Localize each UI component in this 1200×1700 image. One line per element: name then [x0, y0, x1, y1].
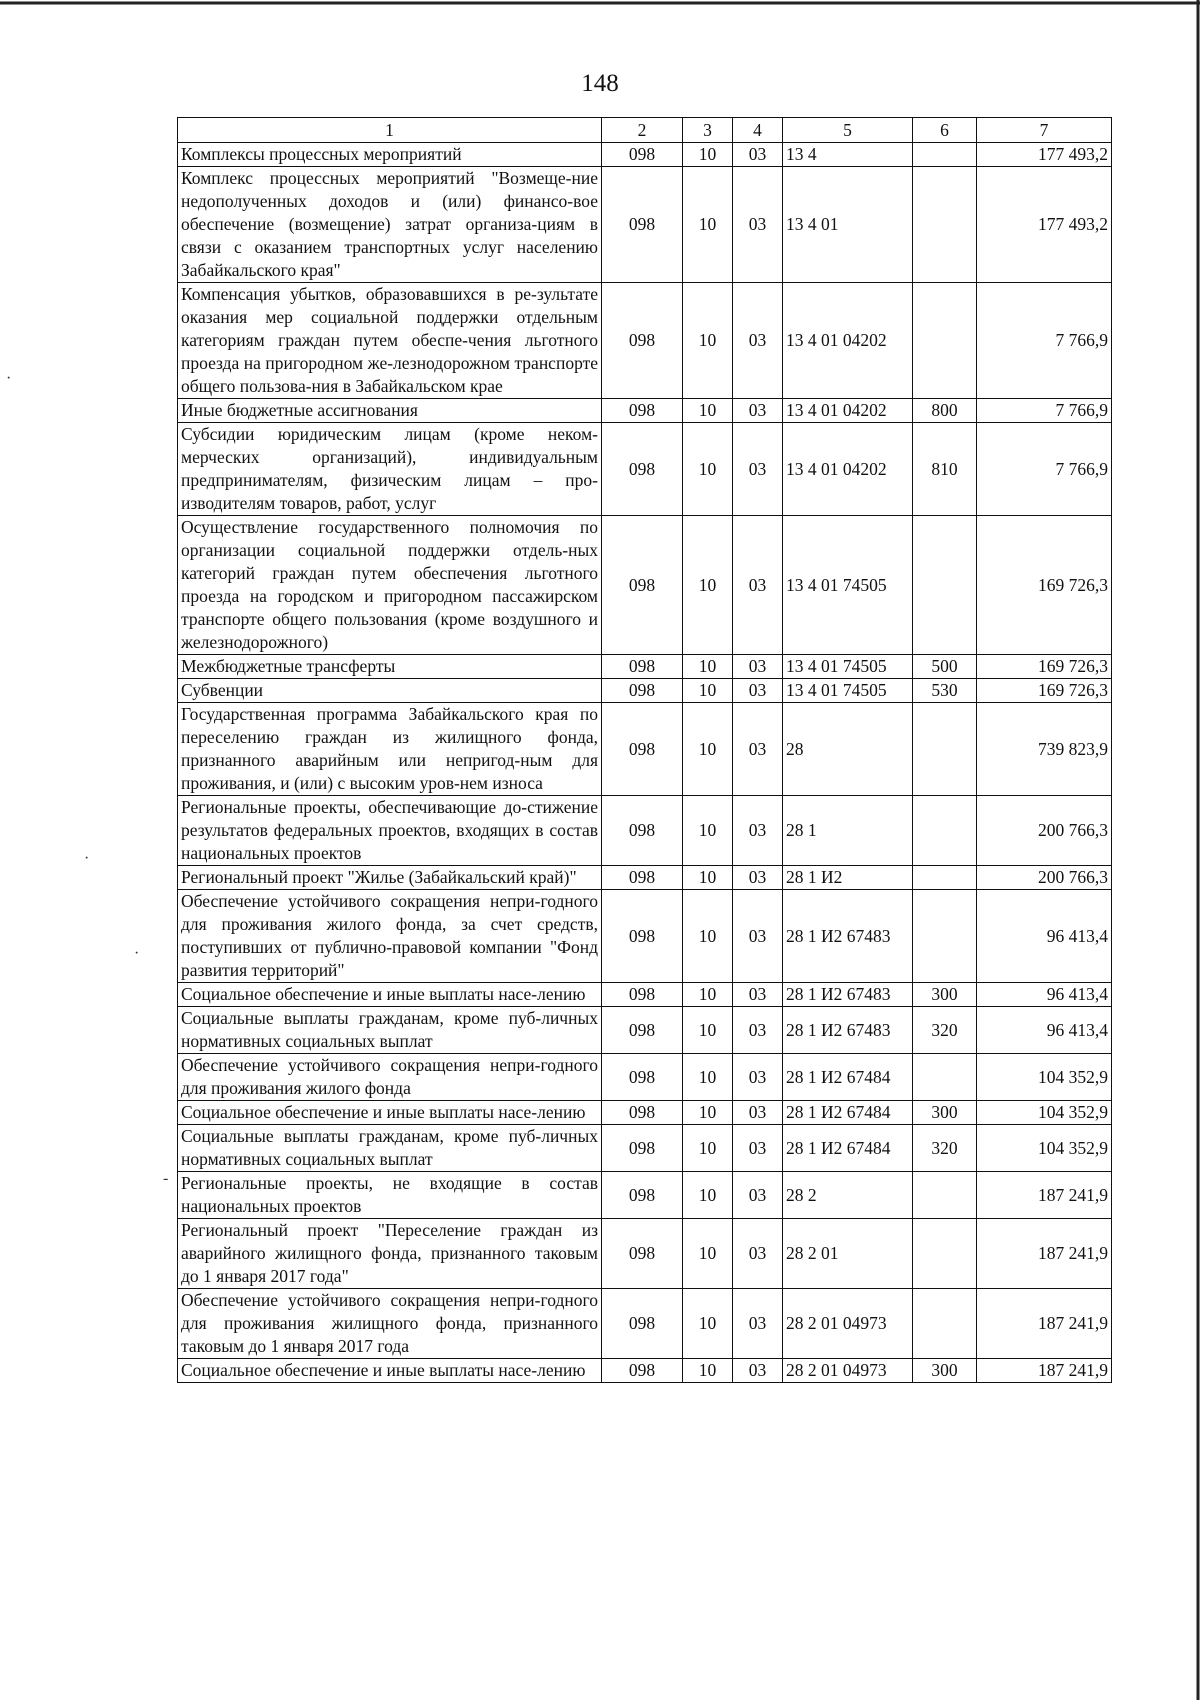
row-name-cell: Субвенции — [178, 679, 602, 703]
row-section-cell: 10 — [683, 423, 733, 516]
table-row — [178, 1007, 1112, 1054]
row-name-cell: Государственная программа Забайкальского края по переселению граждан из жилищного фонда, признанного аварийным или непригод-ным для проживания, и (или) с высоким уров-нем износа — [178, 703, 602, 796]
row-expense-type-cell: 320 — [913, 1007, 977, 1054]
table-row — [178, 796, 1112, 866]
row-expense-type-cell — [913, 1289, 977, 1359]
row-subsection-cell: 03 — [733, 516, 783, 655]
row-section-cell: 10 — [683, 1289, 733, 1359]
row-amount-cell: 96 413,4 — [977, 983, 1112, 1007]
row-expense-type-cell — [913, 866, 977, 890]
table-row — [178, 1359, 1112, 1383]
row-section-cell: 10 — [683, 1101, 733, 1125]
row-section-cell: 10 — [683, 1172, 733, 1219]
row-section-cell: 10 — [683, 983, 733, 1007]
column-header: 1 — [178, 118, 602, 143]
row-target-article-cell: 28 1 И2 67484 — [783, 1054, 913, 1101]
row-subsection-cell: 03 — [733, 890, 783, 983]
table-row — [178, 516, 1112, 655]
row-amount-cell: 177 493,2 — [977, 143, 1112, 167]
row-expense-type-cell — [913, 890, 977, 983]
row-target-article-cell: 28 2 01 — [783, 1219, 913, 1289]
row-ministry-code-cell: 098 — [602, 283, 683, 399]
row-ministry-code-cell: 098 — [602, 655, 683, 679]
row-name-cell: Обеспечение устойчивого сокращения непри-годного для проживания жилого фонда — [178, 1054, 602, 1101]
row-amount-cell: 177 493,2 — [977, 167, 1112, 283]
row-target-article-cell: 28 1 И2 67484 — [783, 1125, 913, 1172]
row-name-cell: Осуществление государственного полномочия по организации социальной поддержки отдель-ных категорий граждан путем обеспечения льготного проезда на городском и пригородном пассажирском транспорте общего пользования (кроме воздушного и железнодорожного) — [178, 516, 602, 655]
row-name-cell: Обеспечение устойчивого сокращения непри-годного для проживания жилищного фонда, признанного таковым до 1 января 2017 года — [178, 1289, 602, 1359]
table-row — [178, 866, 1112, 890]
row-amount-cell: 104 352,9 — [977, 1054, 1112, 1101]
row-ministry-code-cell: 098 — [602, 143, 683, 167]
row-target-article-cell: 13 4 01 04202 — [783, 423, 913, 516]
row-ministry-code-cell: 098 — [602, 679, 683, 703]
row-target-article-cell: 13 4 01 — [783, 167, 913, 283]
row-amount-cell: 96 413,4 — [977, 1007, 1112, 1054]
row-ministry-code-cell: 098 — [602, 1219, 683, 1289]
row-name-cell: Региональный проект "Переселение граждан из аварийного жилищного фонда, признанного таковым до 1 января 2017 года" — [178, 1219, 602, 1289]
row-ministry-code-cell: 098 — [602, 423, 683, 516]
table-row — [178, 679, 1112, 703]
row-expense-type-cell — [913, 703, 977, 796]
row-section-cell: 10 — [683, 866, 733, 890]
table-row — [178, 143, 1112, 167]
table-row — [178, 1289, 1112, 1359]
margin-speck: · — [84, 850, 90, 867]
row-amount-cell: 169 726,3 — [977, 655, 1112, 679]
row-section-cell: 10 — [683, 167, 733, 283]
row-name-cell: Иные бюджетные ассигнования — [178, 399, 602, 423]
row-amount-cell: 96 413,4 — [977, 890, 1112, 983]
table-header-row — [178, 118, 1112, 143]
row-amount-cell: 187 241,9 — [977, 1289, 1112, 1359]
row-section-cell: 10 — [683, 703, 733, 796]
row-target-article-cell: 28 — [783, 703, 913, 796]
row-section-cell: 10 — [683, 1359, 733, 1383]
row-ministry-code-cell: 098 — [602, 516, 683, 655]
row-ministry-code-cell: 098 — [602, 1172, 683, 1219]
row-amount-cell: 187 241,9 — [977, 1172, 1112, 1219]
row-expense-type-cell — [913, 1054, 977, 1101]
row-section-cell: 10 — [683, 516, 733, 655]
row-name-cell: Субсидии юридическим лицам (кроме неком-мерческих организаций), индивидуальным предпринимателям, физическим лицам – про-изводителям товаров, работ, услуг — [178, 423, 602, 516]
table-row — [178, 983, 1112, 1007]
row-target-article-cell: 28 1 И2 67483 — [783, 983, 913, 1007]
row-amount-cell: 104 352,9 — [977, 1125, 1112, 1172]
table-row — [178, 283, 1112, 399]
row-subsection-cell: 03 — [733, 679, 783, 703]
row-ministry-code-cell: 098 — [602, 1125, 683, 1172]
row-amount-cell: 7 766,9 — [977, 399, 1112, 423]
row-subsection-cell: 03 — [733, 796, 783, 866]
table-row — [178, 703, 1112, 796]
row-target-article-cell: 28 2 01 04973 — [783, 1289, 913, 1359]
row-ministry-code-cell: 098 — [602, 703, 683, 796]
margin-speck: · — [134, 945, 140, 962]
row-ministry-code-cell: 098 — [602, 1359, 683, 1383]
row-amount-cell: 739 823,9 — [977, 703, 1112, 796]
row-name-cell: Социальные выплаты гражданам, кроме пуб-личных нормативных социальных выплат — [178, 1125, 602, 1172]
table-row — [178, 399, 1112, 423]
row-subsection-cell: 03 — [733, 983, 783, 1007]
row-ministry-code-cell: 098 — [602, 1054, 683, 1101]
row-name-cell: Социальное обеспечение и иные выплаты насе-лению — [178, 1359, 602, 1383]
column-header: 3 — [683, 118, 733, 143]
row-expense-type-cell — [913, 1219, 977, 1289]
table-row — [178, 655, 1112, 679]
row-name-cell: Социальное обеспечение и иные выплаты насе-лению — [178, 983, 602, 1007]
row-target-article-cell: 28 1 И2 67483 — [783, 1007, 913, 1054]
row-target-article-cell: 13 4 01 04202 — [783, 283, 913, 399]
row-ministry-code-cell: 098 — [602, 1007, 683, 1054]
row-subsection-cell: 03 — [733, 866, 783, 890]
row-name-cell: Комплекс процессных мероприятий "Возмеще-ние недополученных доходов и (или) финансо-вое обеспечение (возмещение) затрат организа-циям в связи с оказанием транспортных услуг населению Забайкальского края" — [178, 167, 602, 283]
row-amount-cell: 187 241,9 — [977, 1219, 1112, 1289]
row-amount-cell: 187 241,9 — [977, 1359, 1112, 1383]
row-amount-cell: 169 726,3 — [977, 679, 1112, 703]
row-ministry-code-cell: 098 — [602, 399, 683, 423]
row-section-cell: 10 — [683, 143, 733, 167]
row-section-cell: 10 — [683, 283, 733, 399]
row-expense-type-cell: 300 — [913, 1359, 977, 1383]
row-section-cell: 10 — [683, 679, 733, 703]
row-name-cell: Социальные выплаты гражданам, кроме пуб-личных нормативных социальных выплат — [178, 1007, 602, 1054]
column-header: 5 — [783, 118, 913, 143]
row-expense-type-cell: 300 — [913, 983, 977, 1007]
row-ministry-code-cell: 098 — [602, 1101, 683, 1125]
row-target-article-cell: 28 2 — [783, 1172, 913, 1219]
row-subsection-cell: 03 — [733, 1125, 783, 1172]
row-subsection-cell: 03 — [733, 167, 783, 283]
row-target-article-cell: 28 1 И2 — [783, 866, 913, 890]
row-subsection-cell: 03 — [733, 1172, 783, 1219]
row-amount-cell: 200 766,3 — [977, 796, 1112, 866]
row-section-cell: 10 — [683, 1125, 733, 1172]
row-subsection-cell: 03 — [733, 1289, 783, 1359]
row-subsection-cell: 03 — [733, 143, 783, 167]
row-name-cell: Межбюджетные трансферты — [178, 655, 602, 679]
row-target-article-cell: 28 1 И2 67484 — [783, 1101, 913, 1125]
row-expense-type-cell — [913, 1172, 977, 1219]
row-amount-cell: 104 352,9 — [977, 1101, 1112, 1125]
column-header: 2 — [602, 118, 683, 143]
row-name-cell: Компенсация убытков, образовавшихся в ре-зультате оказания мер социальной поддержки отдельным категориям граждан путем обеспе-чения льготного проезда на пригородном же-лезнодорожном транспорте общего пользова-ния в Забайкальском крае — [178, 283, 602, 399]
row-ministry-code-cell: 098 — [602, 167, 683, 283]
row-ministry-code-cell: 098 — [602, 890, 683, 983]
row-section-cell: 10 — [683, 655, 733, 679]
row-target-article-cell: 13 4 01 74505 — [783, 516, 913, 655]
row-expense-type-cell — [913, 167, 977, 283]
budget-table — [177, 117, 1112, 1383]
row-amount-cell: 7 766,9 — [977, 423, 1112, 516]
table-row — [178, 1219, 1112, 1289]
table-row — [178, 1101, 1112, 1125]
row-subsection-cell: 03 — [733, 1359, 783, 1383]
row-subsection-cell: 03 — [733, 423, 783, 516]
row-name-cell: Комплексы процессных мероприятий — [178, 143, 602, 167]
row-expense-type-cell — [913, 516, 977, 655]
row-ministry-code-cell: 098 — [602, 796, 683, 866]
row-subsection-cell: 03 — [733, 703, 783, 796]
row-expense-type-cell: 320 — [913, 1125, 977, 1172]
row-expense-type-cell — [913, 143, 977, 167]
row-section-cell: 10 — [683, 399, 733, 423]
row-expense-type-cell: 500 — [913, 655, 977, 679]
row-name-cell: Региональные проекты, не входящие в состав национальных проектов — [178, 1172, 602, 1219]
row-section-cell: 10 — [683, 1007, 733, 1054]
row-target-article-cell: 13 4 — [783, 143, 913, 167]
row-expense-type-cell — [913, 796, 977, 866]
row-target-article-cell: 13 4 01 04202 — [783, 399, 913, 423]
row-subsection-cell: 03 — [733, 655, 783, 679]
row-section-cell: 10 — [683, 796, 733, 866]
row-amount-cell: 7 766,9 — [977, 283, 1112, 399]
row-expense-type-cell: 810 — [913, 423, 977, 516]
table-row — [178, 423, 1112, 516]
row-name-cell: Обеспечение устойчивого сокращения непри-годного для проживания жилого фонда, за счет средств, поступивших от публично-правовой компании "Фонд развития территорий" — [178, 890, 602, 983]
row-subsection-cell: 03 — [733, 399, 783, 423]
page-number: 148 — [581, 70, 619, 97]
row-subsection-cell: 03 — [733, 1007, 783, 1054]
row-section-cell: 10 — [683, 1054, 733, 1101]
row-expense-type-cell: 800 — [913, 399, 977, 423]
row-target-article-cell: 13 4 01 74505 — [783, 679, 913, 703]
row-amount-cell: 200 766,3 — [977, 866, 1112, 890]
table-row — [178, 890, 1112, 983]
row-amount-cell: 169 726,3 — [977, 516, 1112, 655]
table-row — [178, 167, 1112, 283]
row-expense-type-cell: 300 — [913, 1101, 977, 1125]
row-target-article-cell: 28 2 01 04973 — [783, 1359, 913, 1383]
table-row — [178, 1054, 1112, 1101]
row-target-article-cell: 28 1 И2 67483 — [783, 890, 913, 983]
margin-speck: - — [163, 1170, 169, 1187]
row-section-cell: 10 — [683, 1219, 733, 1289]
row-expense-type-cell — [913, 283, 977, 399]
row-target-article-cell: 13 4 01 74505 — [783, 655, 913, 679]
row-subsection-cell: 03 — [733, 1219, 783, 1289]
margin-speck: · — [6, 370, 12, 387]
row-name-cell: Социальное обеспечение и иные выплаты насе-лению — [178, 1101, 602, 1125]
row-ministry-code-cell: 098 — [602, 983, 683, 1007]
row-target-article-cell: 28 1 — [783, 796, 913, 866]
row-subsection-cell: 03 — [733, 283, 783, 399]
column-header: 4 — [733, 118, 783, 143]
table-row — [178, 1125, 1112, 1172]
row-ministry-code-cell: 098 — [602, 1289, 683, 1359]
row-section-cell: 10 — [683, 890, 733, 983]
row-ministry-code-cell: 098 — [602, 866, 683, 890]
row-expense-type-cell: 530 — [913, 679, 977, 703]
row-name-cell: Региональный проект "Жилье (Забайкальский край)" — [178, 866, 602, 890]
row-subsection-cell: 03 — [733, 1054, 783, 1101]
row-subsection-cell: 03 — [733, 1101, 783, 1125]
column-header: 6 — [913, 118, 977, 143]
table-row — [178, 1172, 1112, 1219]
column-header: 7 — [977, 118, 1112, 143]
row-name-cell: Региональные проекты, обеспечивающие до-стижение результатов федеральных проектов, входящих в состав национальных проектов — [178, 796, 602, 866]
